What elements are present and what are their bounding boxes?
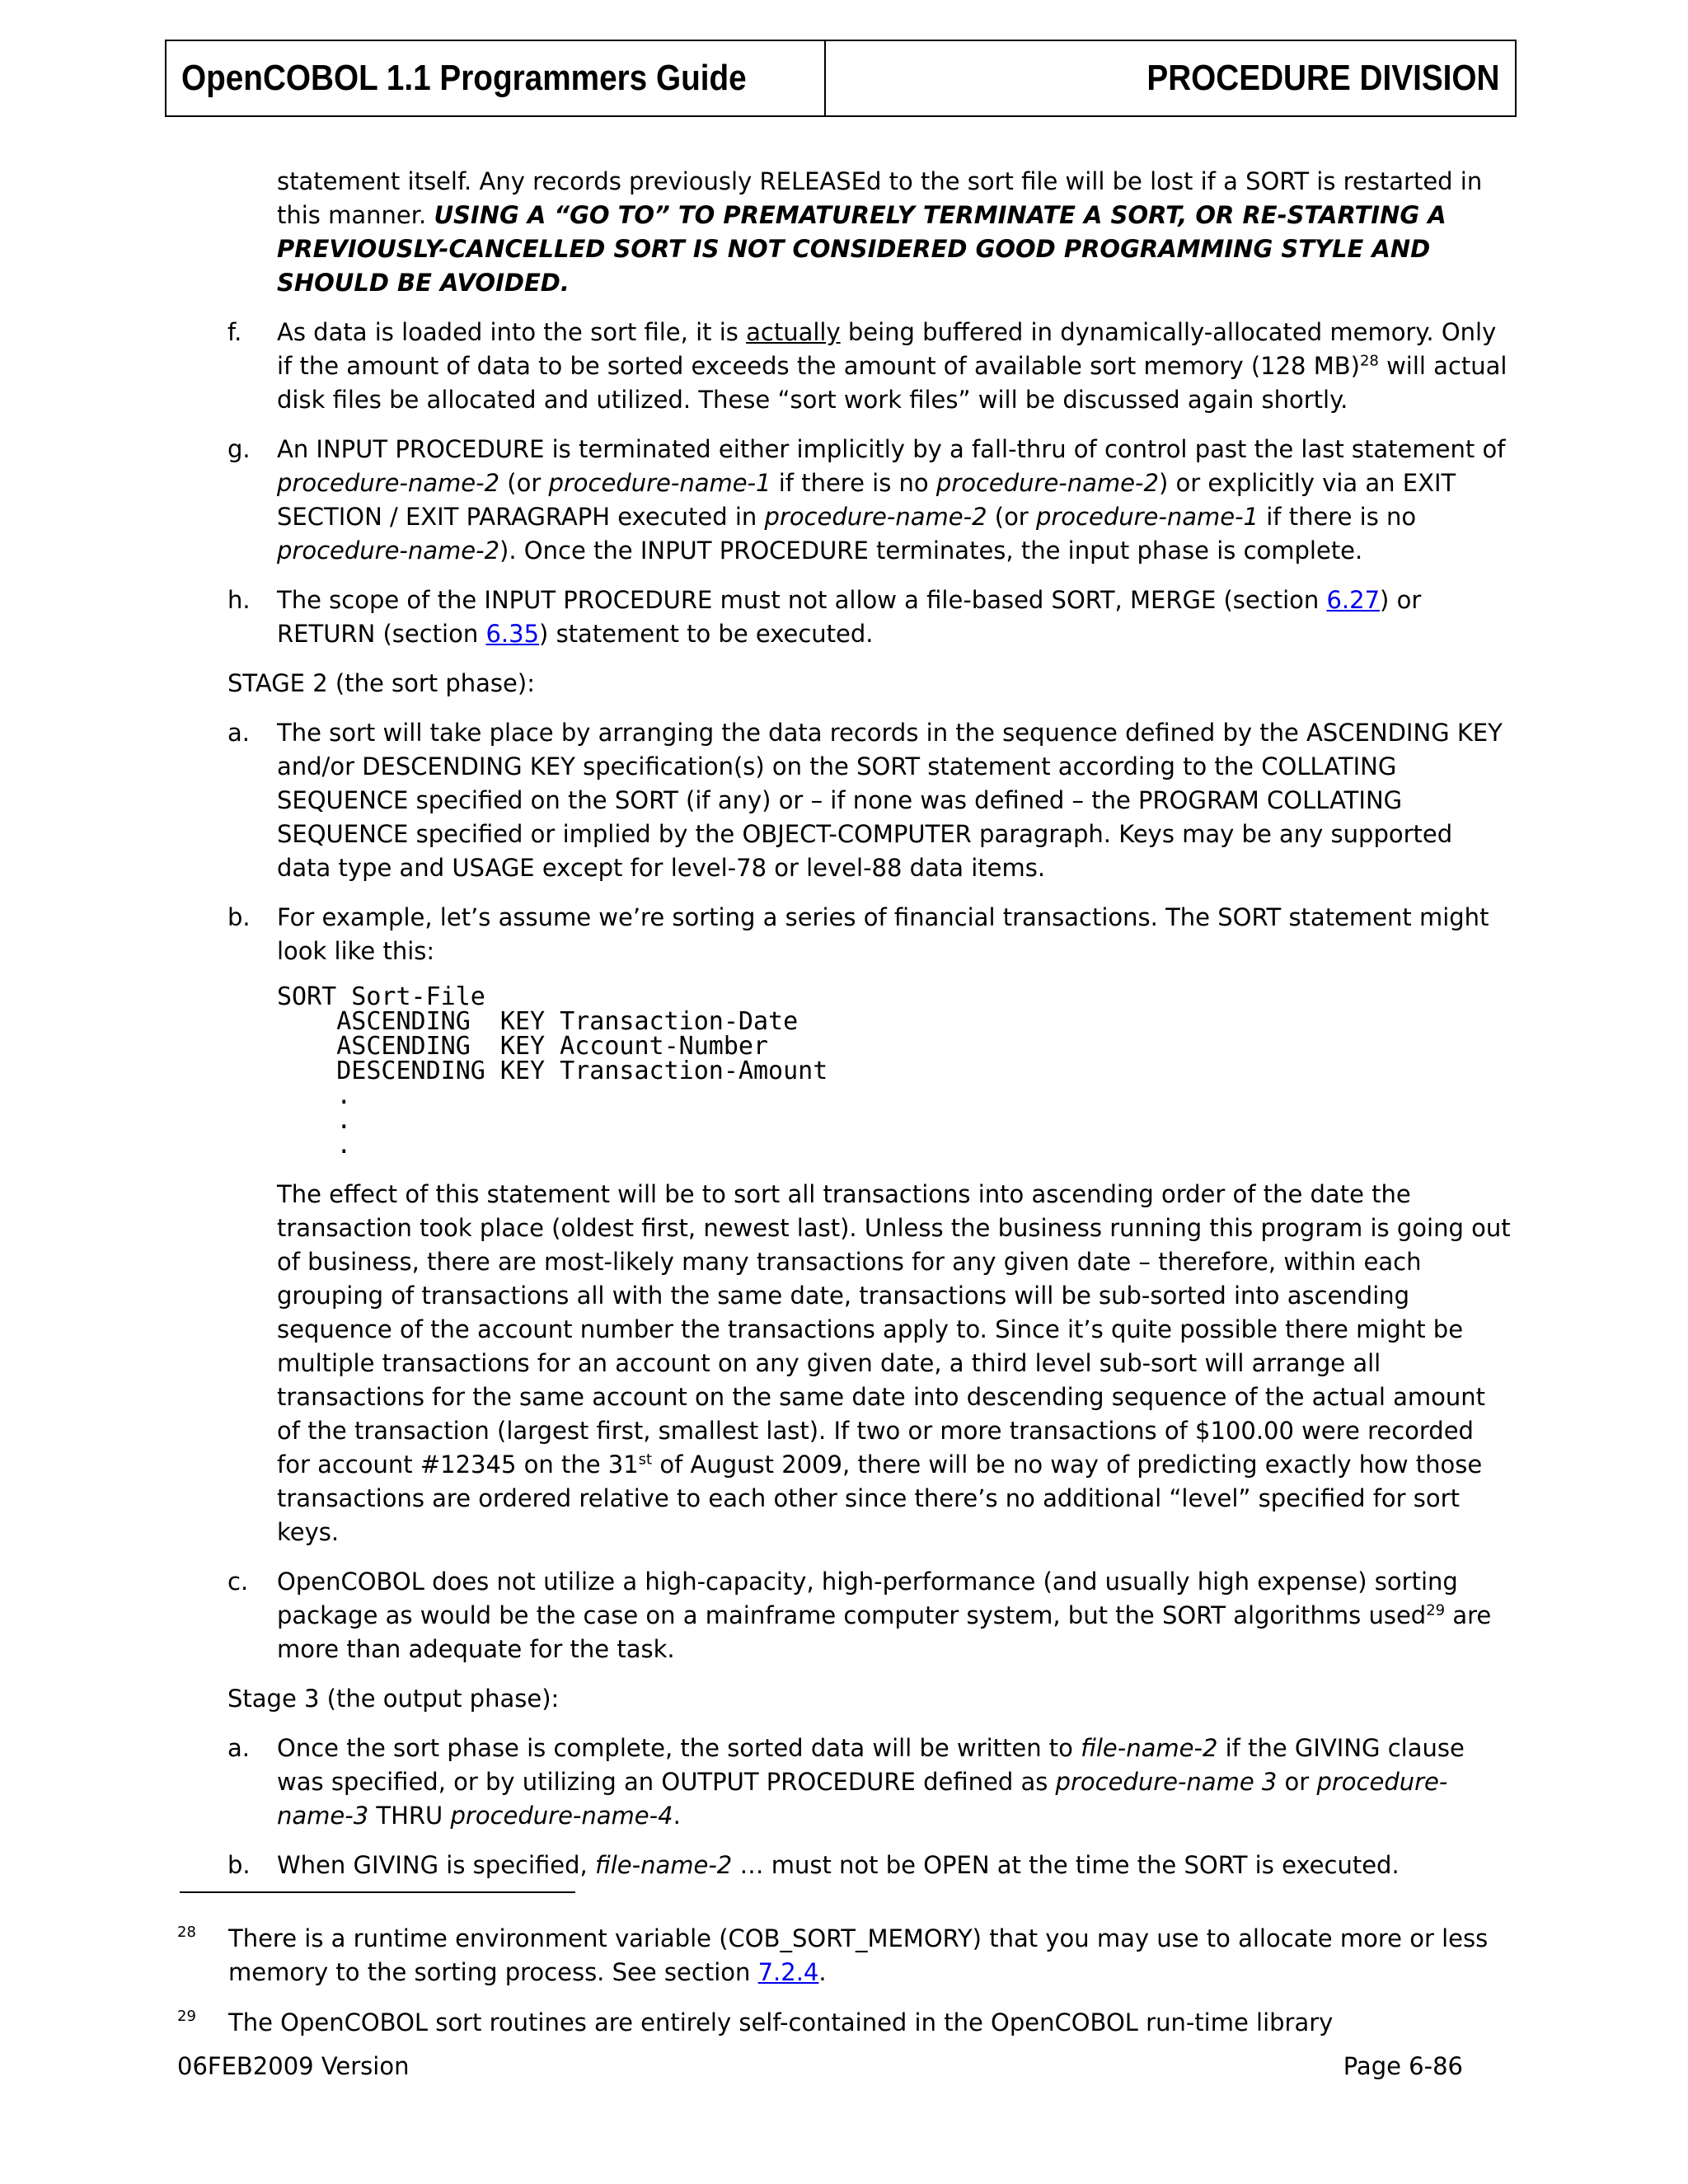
sort-code-example: SORT Sort-File ASCENDING KEY Transaction-Date ASCENDING KEY Account-Number DESCENDING KEY Transaction-Amount . . . (277, 982, 828, 1160)
footnotes (177, 1922, 1512, 2056)
page-header (165, 40, 1517, 117)
stage2-item-c: c. OpenCOBOL does not utilize a high-capacity, high-performance (and usually high expense) sorting package as would be the case on a mainframe computer system, but the SORT algorithms used$^{29}$ are more than adequate for the task. (227, 1568, 1492, 1663)
header-section-cell (826, 41, 1515, 115)
link-section-6-35[interactable]: 6.35 (485, 620, 540, 648)
link-section-7-2-4[interactable]: 7.2.4 (757, 1958, 819, 1986)
section-title: PROCEDURE DIVISION (1146, 58, 1500, 98)
list-item-f: f. As data is loaded into the sort file, it is actually being buffered in dynamically-allocated memory. Only if the amount of data to be sorted exceeds the amount of available sort memory (128 MB)$^{28}$ will actual disk files be allocated and utilized. These “sort work files” will be discussed again shortly. (227, 318, 1507, 414)
stage2-item-b: b. For example, let’s assume we’re sorting a series of financial transactions. The SORT statement might look like this: (227, 903, 1489, 965)
page-footer (177, 2052, 1463, 2080)
warning-text: USING A “GO TO” TO PREMATURELY TERMINATE A SORT, OR RE-STARTING A PREVIOUSLY-CANCELLED SORT IS NOT CONSIDERED GOOD PROGRAMMING STYLE AND SHOULD BE AVOIDED. (277, 201, 1447, 297)
continued-paragraph: statement itself. Any records previously RELEASEd to the sort file will be lost if a SORT is restarted in this manner. USING A “GO TO” TO PREMATURELY TERMINATE A SORT, OR RE-STARTING A PREVIOUSLY-CANCELLED SORT IS NOT CONSIDERED GOOD PROGRAMMING STYLE AND SHOULD BE AVOIDED. (277, 167, 1483, 297)
stage-3-heading: Stage 3 (the output phase): (227, 1685, 560, 1713)
stage3-item-a: a. Once the sort phase is complete, the sorted data will be written to file-name-2 if the GIVING clause was specified, or by utilizing an OUTPUT PROCEDURE defined as procedure-name 3 or procedure-name-3 THRU procedure-name-4. (227, 1734, 1465, 1830)
list-item-h: h. The scope of the INPUT PROCEDURE must not allow a file-based SORT, MERGE (section 6.27) or RETURN (section 6.35) statement to be executed. (227, 586, 1422, 648)
list-item-g: g. An INPUT PROCEDURE is terminated either implicitly by a fall-thru of control past the last statement of procedure-name-2 (or procedure-name-1 if there is no procedure-name-2) or explicitly via an EXIT SECTION / EXIT PARAGRAPH executed in procedure-name-2 (or procedure-name-1 if there is no procedure-name-2). Once the INPUT PROCEDURE terminates, the input phase is complete. (227, 435, 1506, 565)
footnote-29: 29 The OpenCOBOL sort routines are entirely self-contained in the OpenCOBOL run-time library (177, 2008, 1334, 2036)
stage2-item-a: a. The sort will take place by arranging the data records in the sequence defined by the ASCENDING KEY and/or DESCENDING KEY specification(s) on the SORT statement according to the COLLATING SEQUENCE specified on the SORT (if any) or – if none was defined – the PROGRAM COLLATING SEQUENCE specified or implied by the OBJECT-COMPUTER paragraph. Keys may be any supported data type and USAGE except for level-78 or level-88 data items. (227, 719, 1503, 882)
stage-2-heading: STAGE 2 (the sort phase): (227, 669, 535, 697)
footnote-28: 28 There is a runtime environment variable (COB_SORT_MEMORY) that you may use to allocate more or less memory to the sorting process. See section 7.2.4. (177, 1924, 1489, 1986)
stage3-item-b: b. When GIVING is specified, file-name-2 … must not be OPEN at the time the SORT is executed. (227, 1851, 1400, 1879)
footnote-ref-29[interactable]: 29 (1426, 1601, 1446, 1619)
page-number: Page 6-86 (1343, 2052, 1463, 2080)
header-doc-title-cell (166, 41, 826, 115)
link-section-6-27[interactable]: 6.27 (1326, 586, 1381, 614)
doc-title: OpenCOBOL 1.1 Programmers Guide (181, 58, 747, 98)
page-body (227, 165, 1513, 1898)
footnote-ref-28[interactable]: 28 (1359, 352, 1379, 370)
version-label: 06FEB2009 Version (177, 2052, 410, 2080)
footnote-separator (180, 1891, 575, 1893)
sort-effect-paragraph: The effect of this statement will be to sort all transactions into ascending order of the date the transaction took place (oldest first, newest last). Unless the business running this program is going out of business, there are most-likely many transactions for any given date – therefore, within each grouping of transactions all with the same date, transactions will be sub-sorted into ascending sequence of the account number the transactions apply to. Since it’s quite possible there might be multiple transactions for an account on any given date, a third level sub-sort will arrange all transactions for the same account on the same date into descending sequence of the actual amount of the transaction (largest first, smallest last). If two or more transactions of $100.00 were recorded for account #12345 on the 31st of August 2009, there will be no way of predicting exactly how those transactions are ordered relative to each other since there’s no additional “level” specified for sort keys. (277, 1180, 1511, 1546)
